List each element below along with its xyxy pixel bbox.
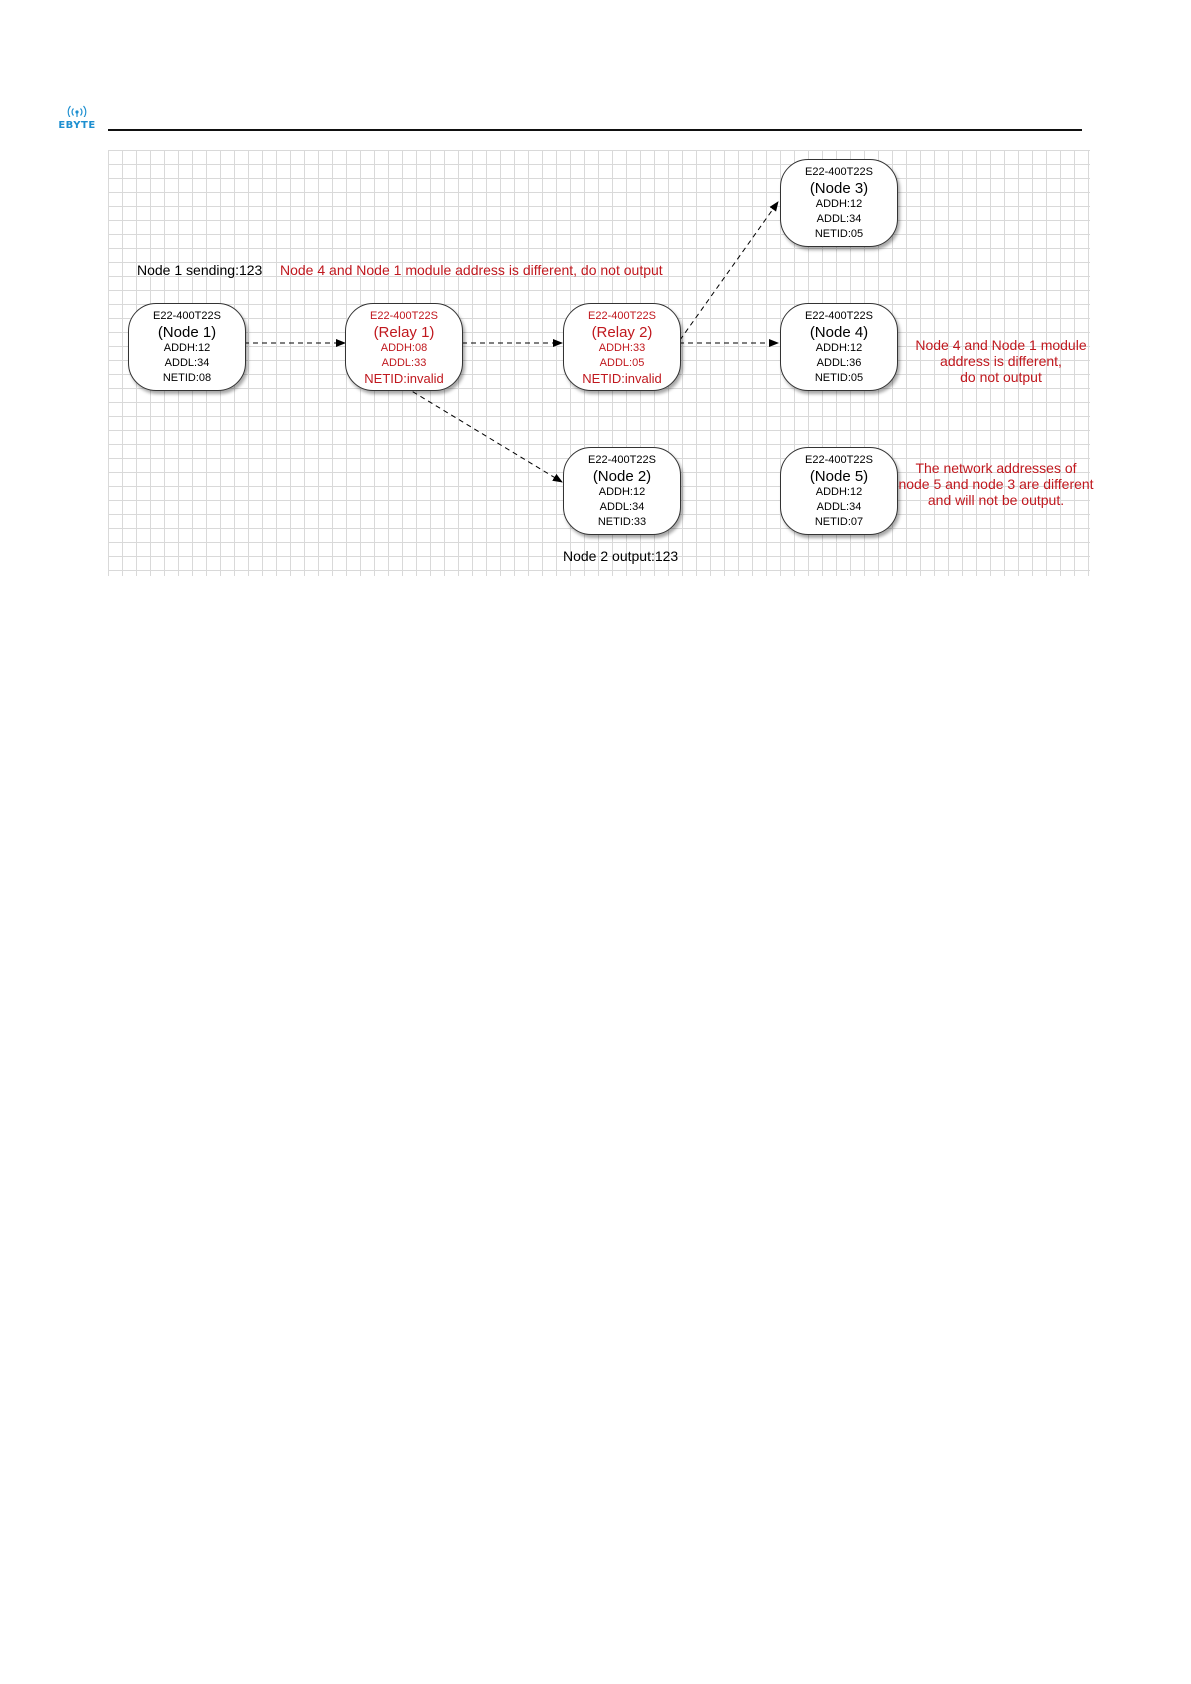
node-name: (Node 3) — [809, 179, 869, 197]
node-name: (Node 1) — [157, 323, 217, 341]
node-name: (Node 5) — [809, 467, 869, 485]
node4-note: Node 4 and Node 1 module address is different, do not output — [915, 337, 1087, 385]
ebyte-logo — [52, 103, 102, 131]
node-2 — [563, 447, 681, 535]
node-name: (Node 4) — [809, 323, 869, 341]
node-name: (Relay 2) — [591, 323, 653, 341]
relay-2 — [563, 303, 681, 391]
node-addh: ADDH:12 — [163, 341, 211, 354]
edge-relay1-node2 — [405, 387, 562, 482]
node-addh: ADDH:12 — [815, 485, 863, 498]
node-model: E22-400T22S — [588, 453, 656, 466]
node-name: (Node 2) — [592, 467, 652, 485]
relay-1 — [345, 303, 463, 391]
wireless-signal-icon — [64, 103, 90, 117]
node-model: E22-400T22S — [370, 309, 438, 322]
node-netid: NETID:invalid — [582, 370, 662, 386]
node-addh: ADDH:33 — [598, 341, 646, 354]
node-addh: ADDH:12 — [598, 485, 646, 498]
node-addl: ADDL:36 — [816, 356, 862, 369]
node-4 — [780, 303, 898, 391]
node-addh: ADDH:12 — [815, 341, 863, 354]
node-model: E22-400T22S — [588, 309, 656, 322]
node-netid: NETID:08 — [162, 371, 212, 384]
node-model: E22-400T22S — [805, 453, 873, 466]
node-addl: ADDL:34 — [816, 500, 862, 513]
node2-output-label: Node 2 output:123 — [563, 548, 679, 564]
node-addh: ADDH:12 — [815, 197, 863, 210]
node-addl: ADDL:34 — [164, 356, 210, 369]
network-diagram — [108, 150, 1094, 576]
node-netid: NETID:33 — [597, 515, 647, 528]
node-model: E22-400T22S — [153, 309, 221, 322]
node-netid: NETID:05 — [814, 227, 864, 240]
node-name: (Relay 1) — [373, 323, 435, 341]
node-addl: ADDL:34 — [599, 500, 645, 513]
node1-sending-label: Node 1 sending:123 — [137, 262, 263, 278]
node-netid: NETID:07 — [814, 515, 864, 528]
logo-text: EBYTE — [58, 120, 96, 131]
node-5 — [780, 447, 898, 535]
node-netid: NETID:05 — [814, 371, 864, 384]
node-addl: ADDL:05 — [599, 356, 645, 369]
node-netid: NETID:invalid — [364, 370, 444, 386]
node-3 — [780, 159, 898, 247]
top-note: Node 4 and Node 1 module address is different, do not output — [280, 262, 663, 278]
edge-relay2-node3 — [680, 202, 778, 340]
node-model: E22-400T22S — [805, 165, 873, 178]
node-model: E22-400T22S — [805, 309, 873, 322]
header-rule — [108, 129, 1082, 131]
node-addl: ADDL:34 — [816, 212, 862, 225]
node-addh: ADDH:08 — [380, 341, 428, 354]
node5-note: The network addresses of node 5 and node 3 are different and will not be output. — [898, 460, 1094, 508]
node-addl: ADDL:33 — [381, 356, 427, 369]
node-1 — [128, 303, 246, 391]
